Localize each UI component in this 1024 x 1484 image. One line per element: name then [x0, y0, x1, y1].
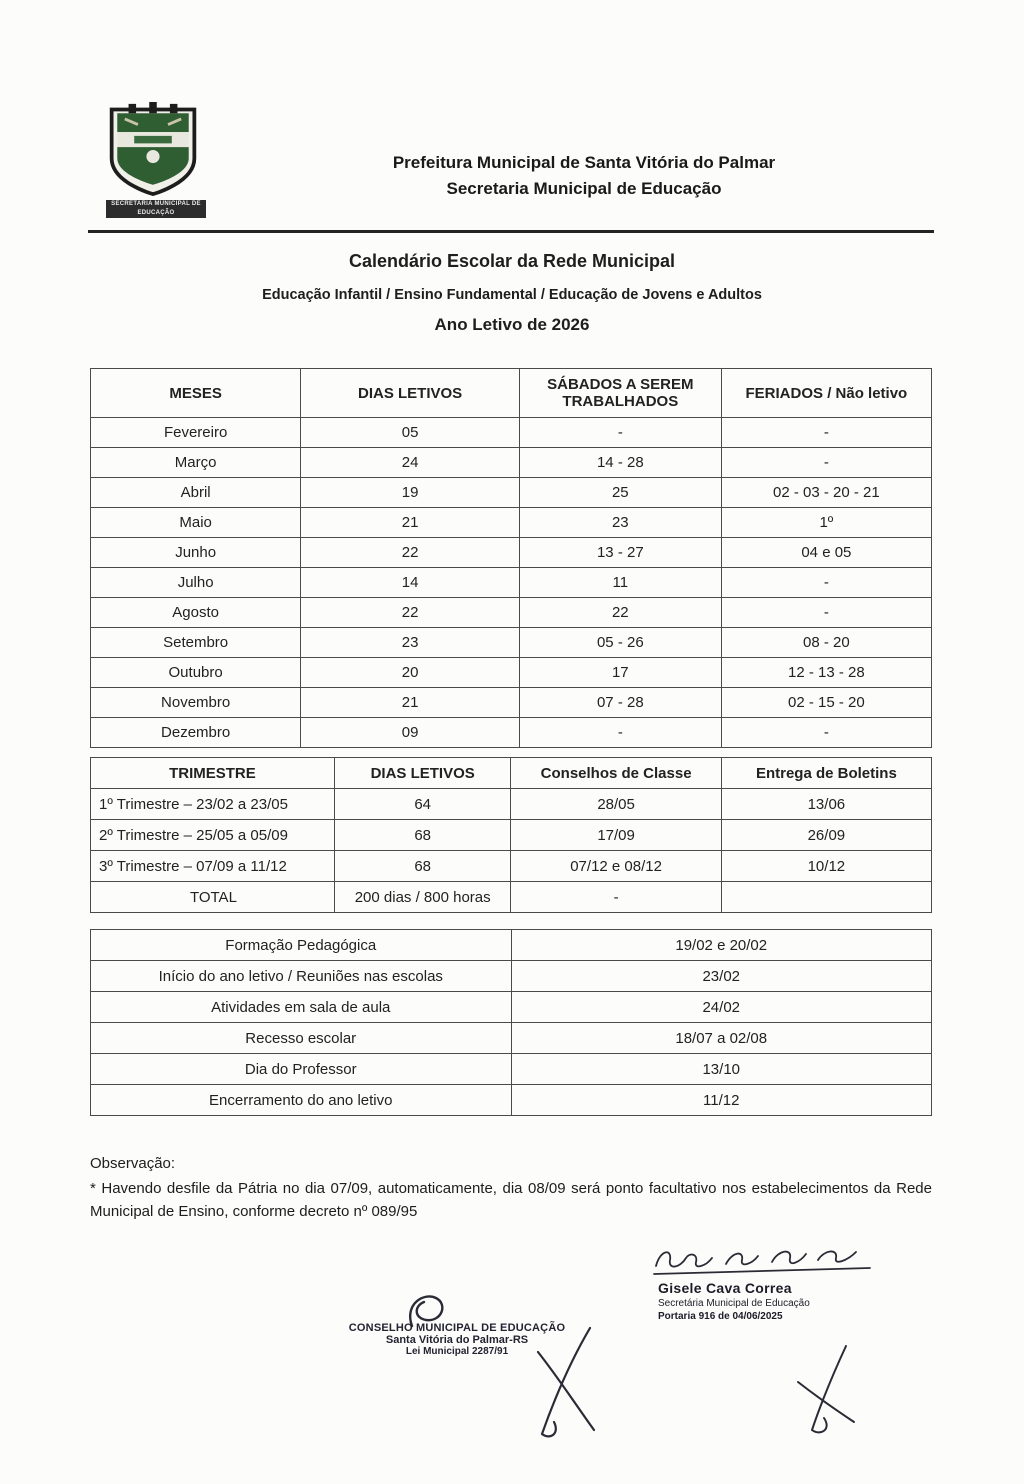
- cell: 22: [301, 538, 520, 568]
- secretary-stamp: [658, 1280, 888, 1322]
- table-row: [91, 538, 932, 568]
- cell: 3º Trimestre – 07/09 a 11/12: [91, 851, 335, 882]
- handwritten-signature-stroke: [650, 1242, 876, 1278]
- table-row: [91, 930, 932, 961]
- observation-title: Observação:: [90, 1155, 176, 1172]
- cell: 64: [334, 789, 511, 820]
- cell: -: [721, 568, 931, 598]
- cell: 21: [301, 688, 520, 718]
- cell: Dezembro: [91, 718, 301, 748]
- table-row: [91, 418, 932, 448]
- cell: 19: [301, 478, 520, 508]
- table-row: [91, 992, 932, 1023]
- table-row: [91, 1023, 932, 1054]
- cell: Atividades em sala de aula: [91, 992, 512, 1023]
- cell: 05 - 26: [519, 628, 721, 658]
- cell: 2º Trimestre – 25/05 a 05/09: [91, 820, 335, 851]
- cell: 26/09: [721, 820, 931, 851]
- table-total-row: [91, 882, 932, 913]
- table-row: [91, 598, 932, 628]
- cell: 28/05: [511, 789, 721, 820]
- table-row: [91, 568, 932, 598]
- cell: Dia do Professor: [91, 1054, 512, 1085]
- logo-caption: SECRETARIA MUNICIPAL DE EDUCAÇÃO: [106, 200, 206, 218]
- table-row: [91, 789, 932, 820]
- table-row: [91, 688, 932, 718]
- table-row: [91, 851, 932, 882]
- table-row: [91, 718, 932, 748]
- coat-of-arms-icon: [106, 100, 200, 198]
- cell: -: [511, 882, 721, 913]
- column-header: SÁBADOS A SEREM TRABALHADOS: [519, 369, 721, 418]
- table-row: [91, 961, 932, 992]
- cell: 25: [519, 478, 721, 508]
- cell: -: [721, 718, 931, 748]
- cell: 21: [301, 508, 520, 538]
- cell: Abril: [91, 478, 301, 508]
- cell: Fevereiro: [91, 418, 301, 448]
- cell: -: [721, 598, 931, 628]
- table-header-row: [91, 369, 932, 418]
- cell: -: [721, 448, 931, 478]
- cell: Agosto: [91, 598, 301, 628]
- cell: 14: [301, 568, 520, 598]
- signature-flourish-stroke: [788, 1342, 868, 1438]
- secretary-stamp-title: Secretária Municipal de Educação: [658, 1298, 810, 1309]
- cell: 02 - 03 - 20 - 21: [721, 478, 931, 508]
- org-title-block: [236, 100, 932, 202]
- cell: Início do ano letivo / Reuniões nas escolas: [91, 961, 512, 992]
- events-table: [90, 929, 932, 1116]
- cell: 17/09: [511, 820, 721, 851]
- cell: [721, 882, 931, 913]
- table-row: [91, 628, 932, 658]
- table-row: [91, 448, 932, 478]
- cell: 20: [301, 658, 520, 688]
- cell: 19/02 e 20/02: [511, 930, 932, 961]
- observation-text: * Havendo desfile da Pátria no dia 07/09, automaticamente, dia 08/09 será ponto facultativo nos estabelecimentos da Rede Municipal de Ensino, conforme decreto nº 089/95: [90, 1180, 932, 1220]
- cell: 22: [519, 598, 721, 628]
- cell: 13/10: [511, 1054, 932, 1085]
- cell: 18/07 a 02/08: [511, 1023, 932, 1054]
- cell: 23: [519, 508, 721, 538]
- column-header: DIAS LETIVOS: [334, 758, 511, 789]
- cell: Setembro: [91, 628, 301, 658]
- cell: 200 dias / 800 horas: [334, 882, 511, 913]
- column-header: FERIADOS / Não letivo: [721, 369, 931, 418]
- signature-flourish-stroke: [520, 1322, 616, 1440]
- cell: Maio: [91, 508, 301, 538]
- cell: 07 - 28: [519, 688, 721, 718]
- cell: 17: [519, 658, 721, 688]
- document-subtitle: Educação Infantil / Ensino Fundamental / Educação de Jovens e Adultos: [262, 287, 762, 303]
- cell: 23: [301, 628, 520, 658]
- cell: 14 - 28: [519, 448, 721, 478]
- column-header: DIAS LETIVOS: [301, 369, 520, 418]
- municipal-crest-logo: [106, 100, 236, 218]
- trimester-table: [90, 757, 932, 913]
- cell: 24: [301, 448, 520, 478]
- cell: 1º Trimestre – 23/02 a 23/05: [91, 789, 335, 820]
- table-row: [91, 1054, 932, 1085]
- council-stamp-line2: Santa Vitória do Palmar-RS: [385, 1334, 529, 1346]
- cell: 68: [334, 851, 511, 882]
- cell: 11: [519, 568, 721, 598]
- cell: 13/06: [721, 789, 931, 820]
- cell: 68: [334, 820, 511, 851]
- cell: 05: [301, 418, 520, 448]
- cell: Junho: [91, 538, 301, 568]
- cell: Julho: [91, 568, 301, 598]
- cell: Outubro: [91, 658, 301, 688]
- cell: -: [519, 418, 721, 448]
- header-divider: [88, 230, 934, 233]
- cell: 04 e 05: [721, 538, 931, 568]
- table-row: [91, 478, 932, 508]
- document-header: [90, 100, 932, 218]
- council-stamp-line1: CONSELHO MUNICIPAL DE EDUCAÇÃO: [348, 1322, 566, 1334]
- org-name-line1: Prefeitura Municipal de Santa Vitória do Palmar: [392, 153, 776, 172]
- observation-block: [90, 1152, 932, 1223]
- council-stamp-line3: Lei Municipal 2287/91: [405, 1346, 509, 1357]
- months-table: [90, 368, 932, 748]
- cell: 02 - 15 - 20: [721, 688, 931, 718]
- cell: 08 - 20: [721, 628, 931, 658]
- table-row: [91, 658, 932, 688]
- column-header: MESES: [91, 369, 301, 418]
- cell: Março: [91, 448, 301, 478]
- cell: 10/12: [721, 851, 931, 882]
- table-header-row: [91, 758, 932, 789]
- cell: Recesso escolar: [91, 1023, 512, 1054]
- cell: 22: [301, 598, 520, 628]
- cell: Novembro: [91, 688, 301, 718]
- cell: 13 - 27: [519, 538, 721, 568]
- cell: 1º: [721, 508, 931, 538]
- table-row: [91, 820, 932, 851]
- org-name-line2: Secretaria Municipal de Educação: [446, 179, 722, 198]
- cell: 07/12 e 08/12: [511, 851, 721, 882]
- cell: 12 - 13 - 28: [721, 658, 931, 688]
- column-header: TRIMESTRE: [91, 758, 335, 789]
- cell: -: [721, 418, 931, 448]
- table-row: [91, 1085, 932, 1116]
- column-header: Conselhos de Classe: [511, 758, 721, 789]
- school-year-title: Ano Letivo de 2026: [434, 315, 590, 334]
- secretary-stamp-name: Gisele Cava Correa: [658, 1280, 792, 1296]
- cell: 23/02: [511, 961, 932, 992]
- document-title: Calendário Escolar da Rede Municipal: [348, 251, 676, 271]
- cell: 09: [301, 718, 520, 748]
- cell: -: [519, 718, 721, 748]
- cell: TOTAL: [91, 882, 335, 913]
- cell: Formação Pedagógica: [91, 930, 512, 961]
- table-row: [91, 508, 932, 538]
- cell: Encerramento do ano letivo: [91, 1085, 512, 1116]
- secretary-stamp-ordinance: Portaria 916 de 04/06/2025: [658, 1311, 783, 1322]
- cell: 11/12: [511, 1085, 932, 1116]
- cell: 24/02: [511, 992, 932, 1023]
- column-header: Entrega de Boletins: [721, 758, 931, 789]
